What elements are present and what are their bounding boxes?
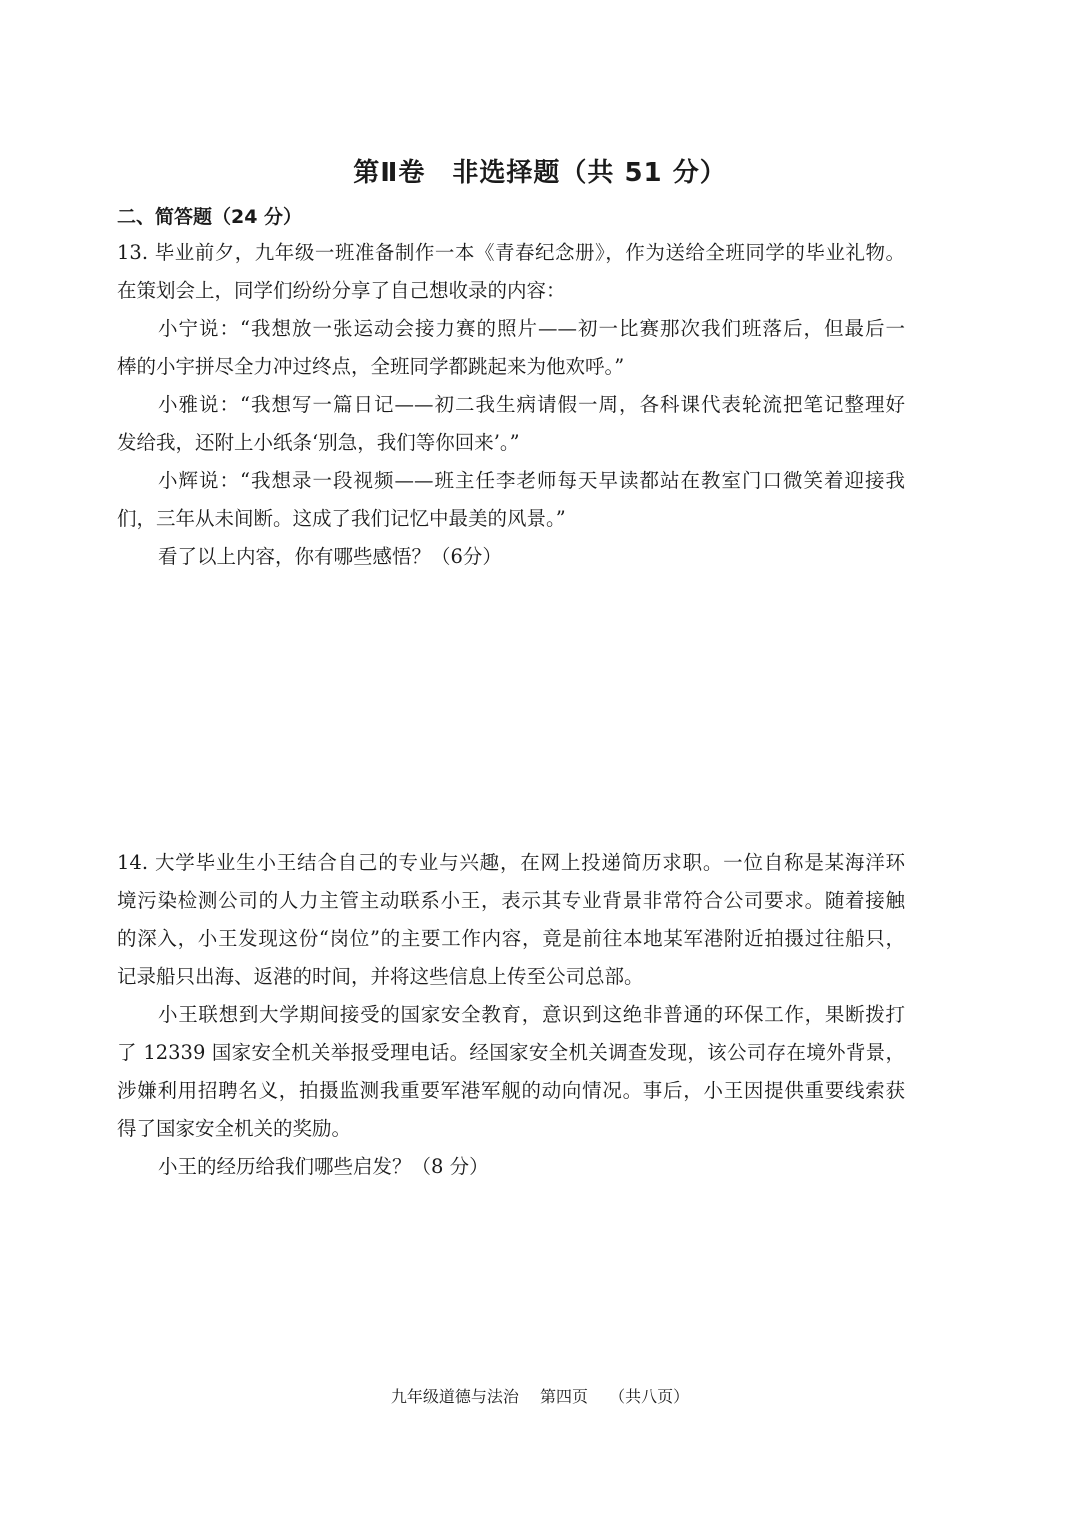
page-footer: [0, 1384, 1080, 1407]
question-text-line: 涉嫌利用招聘名义，拍摄监测我重要军港军舰的动向情况。事后，小王因提供重要线索获: [117, 1079, 905, 1102]
quote-line: 发给我，还附上小纸条‘别急，我们等你回来’。”: [117, 431, 520, 454]
section-heading: 二、简答题（24 分）: [117, 206, 303, 228]
part-title: 第Ⅱ卷 非选择题（共 51 分）: [353, 158, 727, 188]
answer-space-14[interactable]: [117, 1200, 905, 1370]
question-prompt: 看了以上内容，你有哪些感悟？（6分）: [158, 545, 502, 568]
question-text-line: 得了国家安全机关的奖励。: [117, 1117, 352, 1140]
footer-total-pages: （共八页）: [609, 1387, 690, 1406]
question-text-line: 14. 大学毕业生小王结合自己的专业与兴趣，在网上投递简历求职。一位自称是某海洋环: [117, 851, 905, 874]
quote-line: 们，三年从未间断。这成了我们记忆中最美的风景。”: [117, 507, 566, 530]
question-text-line: 13. 毕业前夕，九年级一班准备制作一本《青春纪念册》，作为送给全班同学的毕业礼物。: [117, 241, 905, 264]
answer-space-13[interactable]: [117, 590, 905, 840]
question-text-line: 境污染检测公司的人力主管主动联系小王，表示其专业背景非常符合公司要求。随着接触: [117, 889, 905, 912]
quote-line: 小雅说：“我想写一篇日记——初二我生病请假一周，各科课代表轮流把笔记整理好: [158, 393, 905, 416]
question-text-line: 记录船只出海、返港的时间，并将这些信息上传至公司总部。: [117, 965, 644, 988]
quote-line: 棒的小宇拼尽全力冲过终点，全班同学都跳起来为他欢呼。”: [117, 355, 625, 378]
question-text-line: 了 12339 国家安全机关举报受理电话。经国家安全机关调查发现，该公司存在境外背景，: [117, 1041, 905, 1064]
quote-line: 小辉说：“我想录一段视频——班主任李老师每天早读都站在教室门口微笑着迎接我: [158, 469, 905, 492]
question-text-line: 在策划会上，同学们纷纷分享了自己想收录的内容：: [117, 279, 566, 302]
footer-page-number: 第四页: [539, 1387, 588, 1406]
quote-line: 小宁说：“我想放一张运动会接力赛的照片——初一比赛那次我们班落后，但最后一: [158, 317, 905, 340]
footer-subject: 九年级道德与法治: [390, 1387, 519, 1406]
question-text-line: 的深入，小王发现这份“岗位”的主要工作内容，竟是前往本地某军港附近拍摄过往船只，: [117, 927, 905, 950]
question-prompt: 小王的经历给我们哪些启发？（8 分）: [158, 1155, 489, 1178]
question-text-line: 小王联想到大学期间接受的国家安全教育，意识到这绝非普通的环保工作，果断拨打: [158, 1003, 905, 1026]
